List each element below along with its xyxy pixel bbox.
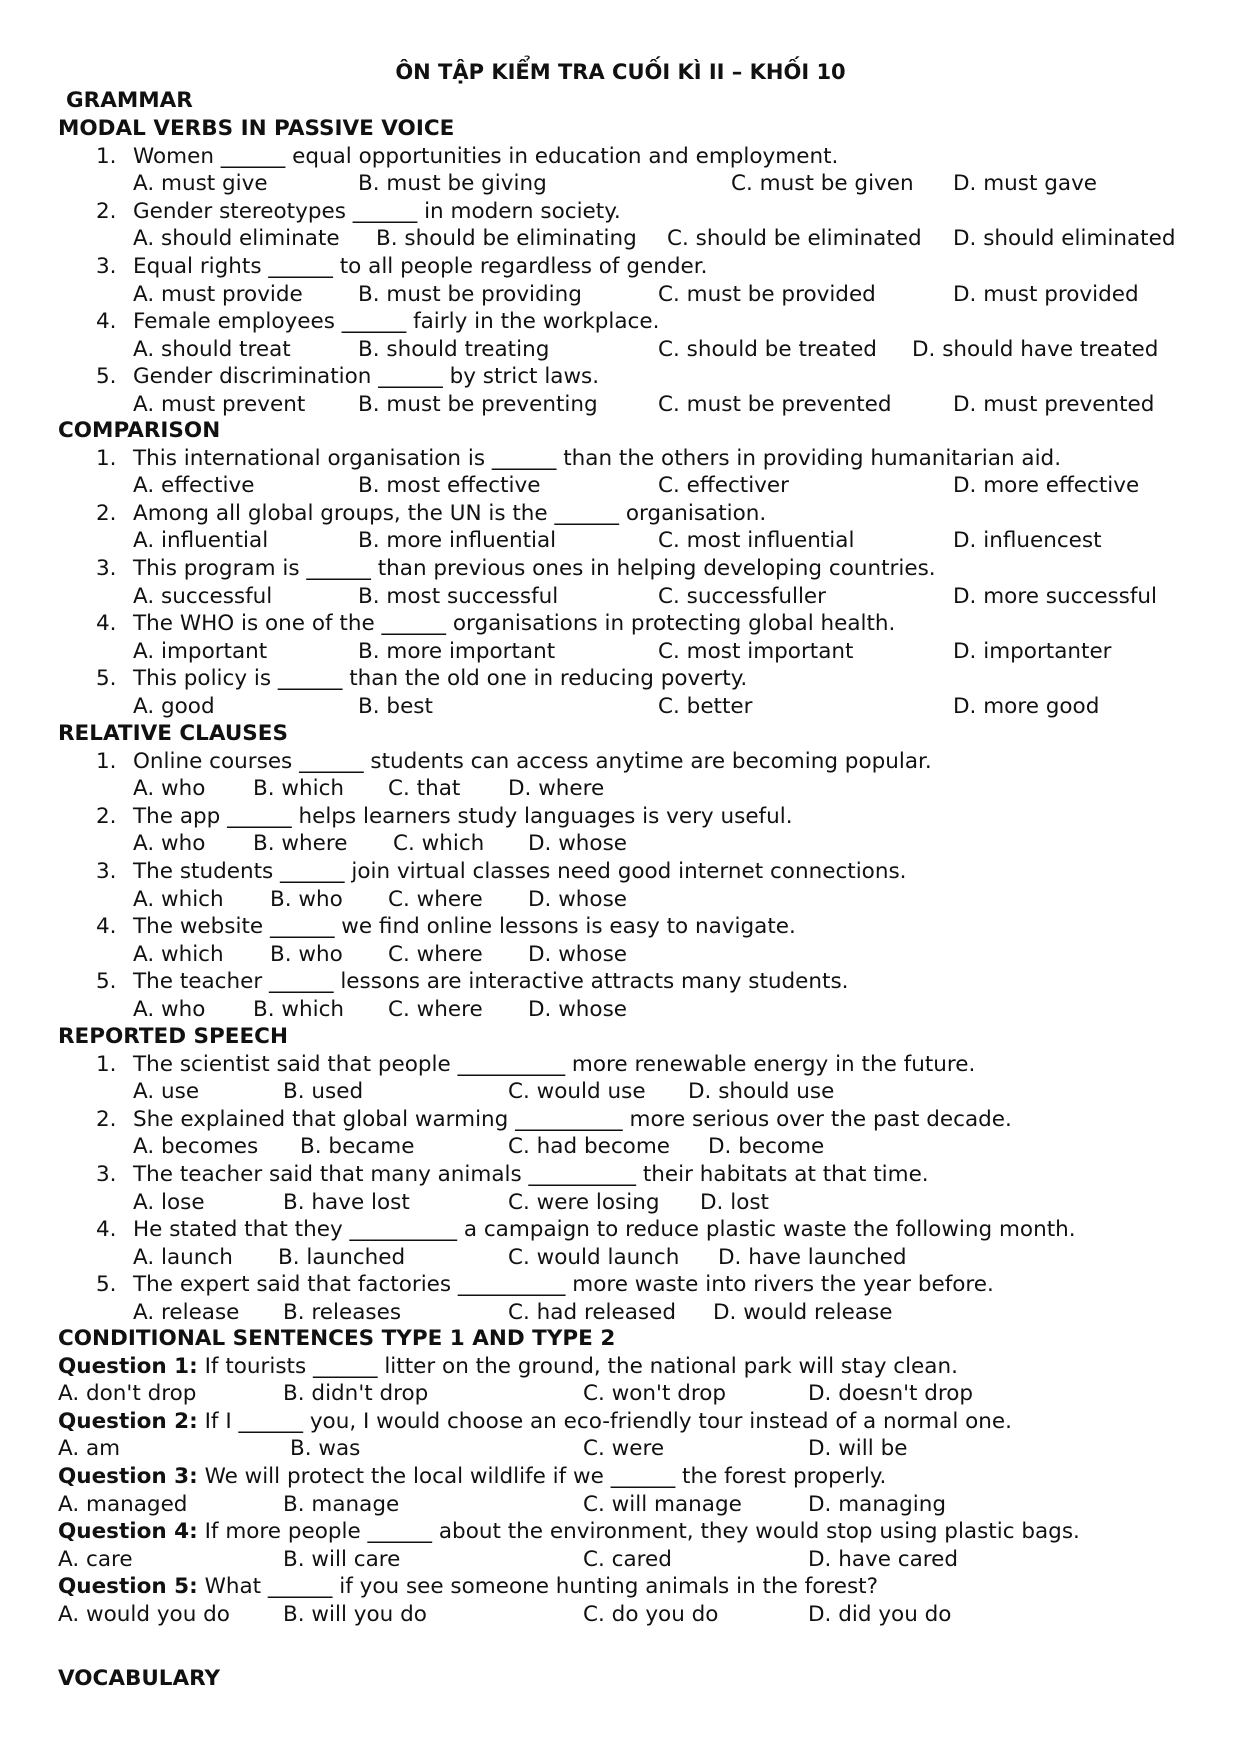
answer-option: A. care xyxy=(58,1546,133,1572)
question-text: Online courses ______ students can access anytime are becoming popular. xyxy=(133,748,932,774)
answer-option: D. should eliminated xyxy=(953,226,1176,252)
answer-option: D. must gave xyxy=(953,171,1098,197)
question-number: 3. xyxy=(96,254,117,279)
question-text: Women ______ equal opportunities in education and employment. xyxy=(133,143,839,169)
answer-option: C. would launch xyxy=(508,1244,680,1270)
answer-option: C. must be given xyxy=(731,171,914,197)
question-number: 4. xyxy=(96,611,117,637)
answer-option: C. successfuller xyxy=(658,583,826,609)
question-text: We will protect the local wildlife if we ______ the forest properly. xyxy=(197,1464,887,1489)
answer-option: C. had released xyxy=(508,1300,677,1325)
answer-option: B. must be preventing xyxy=(358,392,598,417)
question-text: If more people ______ about the environment, they would stop using plastic bags. xyxy=(197,1519,1080,1545)
question-text: The website ______ we find online lessons is easy to navigate. xyxy=(133,914,796,940)
answer-option: B. was xyxy=(290,1436,361,1462)
question-text: This international organisation is ______ than the others in providing humanitarian aid. xyxy=(133,445,1062,471)
question-text: If I ______ you, I would choose an eco-friendly tour instead of a normal one. xyxy=(197,1408,1012,1434)
answer-option: D. will be xyxy=(808,1436,908,1462)
question-line xyxy=(58,1354,958,1379)
question-number: 2. xyxy=(96,198,117,224)
question-text: This program is ______ than previous ones in helping developing countries. xyxy=(133,556,936,581)
answer-option: C. should be treated xyxy=(658,336,877,362)
question-number: 4. xyxy=(96,1217,117,1243)
answer-option: B. became xyxy=(300,1134,415,1160)
answer-option: A. which xyxy=(133,941,224,967)
answer-option: C. do you do xyxy=(583,1602,719,1627)
question-line xyxy=(58,1409,1012,1434)
question-line xyxy=(58,1574,878,1599)
answer-option: D. managing xyxy=(808,1491,947,1517)
question-label: Question 2: xyxy=(58,1408,198,1434)
answer-option: C. cared xyxy=(583,1546,672,1572)
answer-option: D. would release xyxy=(713,1300,893,1325)
answer-option: A. use xyxy=(133,1079,200,1105)
question-number: 2. xyxy=(96,1106,117,1132)
question-number: 3. xyxy=(96,556,117,581)
question-line xyxy=(58,1464,886,1489)
answer-option: D. must provided xyxy=(953,281,1139,307)
answer-option: D. doesn't drop xyxy=(808,1381,974,1407)
answer-option: A. would you do xyxy=(58,1602,230,1627)
answer-option: D. have launched xyxy=(718,1244,907,1270)
question-number: 1. xyxy=(96,1051,117,1077)
answer-option: D. have cared xyxy=(808,1546,959,1572)
answer-option: B. didn't drop xyxy=(283,1381,429,1407)
answer-option: C. won't drop xyxy=(583,1381,727,1407)
answer-option: D. whose xyxy=(528,997,628,1022)
answer-option: A. don't drop xyxy=(58,1381,197,1407)
answer-option: D. should have treated xyxy=(912,336,1159,362)
question-number: 5. xyxy=(96,666,117,692)
answer-option: C. were xyxy=(583,1436,665,1462)
answer-option: C. which xyxy=(393,831,485,857)
question-label: Question 5: xyxy=(58,1574,198,1600)
answer-option: B. where xyxy=(253,831,348,857)
answer-option: B. most effective xyxy=(358,473,541,499)
answer-option: C. would use xyxy=(508,1079,646,1105)
answer-option: D. importanter xyxy=(953,638,1112,664)
answer-option: D. more effective xyxy=(953,473,1140,499)
answer-option: A. influential xyxy=(133,528,269,554)
answer-option: B. should be eliminating xyxy=(376,226,637,252)
answer-option: D. whose xyxy=(528,941,628,967)
answer-option: C. where xyxy=(388,941,483,967)
answer-option: A. effective xyxy=(133,473,255,499)
answer-option: A. must give xyxy=(133,171,268,197)
answer-option: A. who xyxy=(133,997,206,1022)
answer-option: A. managed xyxy=(58,1491,188,1517)
answer-option: C. where xyxy=(388,997,483,1022)
question-number: 1. xyxy=(96,445,117,471)
answer-option: B. most successful xyxy=(358,583,559,609)
question-text: If tourists ______ litter on the ground, the national park will stay clean. xyxy=(197,1353,958,1379)
answer-option: B. will care xyxy=(283,1546,401,1572)
answer-option: B. should treating xyxy=(358,336,550,362)
question-text: The students ______ join virtual classes need good internet connections. xyxy=(133,859,907,884)
answer-option: C. effectiver xyxy=(658,473,789,499)
answer-option: B. more important xyxy=(358,638,556,664)
answer-option: D. more good xyxy=(953,694,1100,719)
question-number: 2. xyxy=(96,803,117,829)
question-number: 4. xyxy=(96,309,117,335)
section-heading: RELATIVE CLAUSES xyxy=(58,721,288,746)
question-text: Female employees ______ fairly in the workplace. xyxy=(133,309,660,335)
answer-option: B. launched xyxy=(278,1244,406,1270)
question-text: The app ______ helps learners study languages is very useful. xyxy=(133,803,793,829)
answer-option: D. did you do xyxy=(808,1602,952,1627)
question-text: Among all global groups, the UN is the ______ organisation. xyxy=(133,500,767,526)
question-line xyxy=(58,1519,1080,1544)
answer-option: C. should be eliminated xyxy=(667,226,922,252)
answer-option: D. more successful xyxy=(953,583,1158,609)
answer-option: C. most influential xyxy=(658,528,855,554)
answer-option: A. am xyxy=(58,1436,121,1462)
section-heading: COMPARISON xyxy=(58,418,221,443)
question-number: 3. xyxy=(96,859,117,884)
section-heading: REPORTED SPEECH xyxy=(58,1024,288,1049)
answer-option: A. who xyxy=(133,831,206,857)
question-text: The scientist said that people __________ more renewable energy in the future. xyxy=(133,1051,976,1077)
answer-option: B. who xyxy=(270,941,343,967)
answer-option: A. successful xyxy=(133,583,273,609)
answer-option: A. who xyxy=(133,776,206,802)
question-text: Gender discrimination ______ by strict laws. xyxy=(133,364,600,390)
question-text: This policy is ______ than the old one in reducing poverty. xyxy=(133,666,748,692)
question-number: 1. xyxy=(96,143,117,169)
answer-option: A. should eliminate xyxy=(133,226,340,252)
answer-option: D. influencest xyxy=(953,528,1102,554)
question-label: Question 3: xyxy=(58,1464,198,1489)
answer-option: C. better xyxy=(658,694,753,719)
question-number: 5. xyxy=(96,969,117,995)
answer-option: C. where xyxy=(388,886,483,912)
answer-option: A. important xyxy=(133,638,268,664)
answer-option: B. manage xyxy=(283,1491,400,1517)
answer-option: D. must prevented xyxy=(953,392,1155,417)
question-number: 2. xyxy=(96,500,117,526)
question-label: Question 4: xyxy=(58,1519,198,1545)
question-number: 5. xyxy=(96,1272,117,1298)
answer-option: C. had become xyxy=(508,1134,670,1160)
answer-option: A. should treat xyxy=(133,336,291,362)
vocabulary-heading: VOCABULARY xyxy=(58,1666,221,1691)
question-text: Equal rights ______ to all people regardless of gender. xyxy=(133,254,708,279)
answer-option: D. where xyxy=(508,776,605,802)
answer-option: D. whose xyxy=(528,831,628,857)
question-text: The WHO is one of the ______ organisations in protecting global health. xyxy=(133,611,896,637)
question-number: 4. xyxy=(96,914,117,940)
answer-option: B. which xyxy=(253,997,345,1022)
answer-option: B. will you do xyxy=(283,1602,427,1627)
answer-option: D. whose xyxy=(528,886,628,912)
answer-option: A. launch xyxy=(133,1244,233,1270)
answer-option: D. should use xyxy=(688,1079,835,1105)
question-text: He stated that they __________ a campaign to reduce plastic waste the following month. xyxy=(133,1217,1076,1243)
question-text: Gender stereotypes ______ in modern society. xyxy=(133,198,621,224)
question-text: She explained that global warming __________ more serious over the past decade. xyxy=(133,1106,1012,1132)
answer-option: B. who xyxy=(270,886,343,912)
answer-option: A. good xyxy=(133,694,215,719)
answer-option: D. become xyxy=(708,1134,825,1160)
answer-option: A. which xyxy=(133,886,224,912)
answer-option: C. that xyxy=(388,776,461,802)
question-text: What ______ if you see someone hunting animals in the forest? xyxy=(197,1574,879,1600)
question-number: 3. xyxy=(96,1162,117,1187)
question-label: Question 1: xyxy=(58,1353,198,1379)
answer-option: B. must be providing xyxy=(358,281,582,307)
answer-option: B. used xyxy=(283,1079,364,1105)
answer-option: B. more influential xyxy=(358,528,557,554)
question-number: 1. xyxy=(96,748,117,774)
question-text: The teacher ______ lessons are interactive attracts many students. xyxy=(133,969,849,995)
answer-option: C. will manage xyxy=(583,1491,742,1517)
answer-option: C. were losing xyxy=(508,1189,660,1215)
answer-option: B. must be giving xyxy=(358,171,547,197)
answer-option: B. have lost xyxy=(283,1189,410,1215)
answer-option: A. must prevent xyxy=(133,392,306,417)
answer-option: C. most important xyxy=(658,638,854,664)
answer-option: A. lose xyxy=(133,1189,205,1215)
answer-option: C. must be prevented xyxy=(658,392,892,417)
answer-option: B. releases xyxy=(283,1300,402,1325)
answer-option: A. release xyxy=(133,1300,240,1325)
answer-option: D. lost xyxy=(700,1189,769,1215)
answer-option: B. best xyxy=(358,694,433,719)
answer-option: A. becomes xyxy=(133,1134,259,1160)
answer-option: A. must provide xyxy=(133,281,303,307)
page-title: ÔN TẬP KIỂM TRA CUỐI KÌ II – KHỐI 10 xyxy=(395,60,846,84)
answer-option: B. which xyxy=(253,776,345,802)
question-text: The teacher said that many animals __________ their habitats at that time. xyxy=(133,1162,929,1187)
question-number: 5. xyxy=(96,364,117,390)
answer-option: C. must be provided xyxy=(658,281,876,307)
section-heading: CONDITIONAL SENTENCES TYPE 1 AND TYPE 2 xyxy=(58,1326,616,1351)
question-text: The expert said that factories __________ more waste into rivers the year before. xyxy=(133,1272,994,1298)
grammar-heading: GRAMMAR xyxy=(66,88,193,113)
section-heading: MODAL VERBS IN PASSIVE VOICE xyxy=(58,116,455,141)
